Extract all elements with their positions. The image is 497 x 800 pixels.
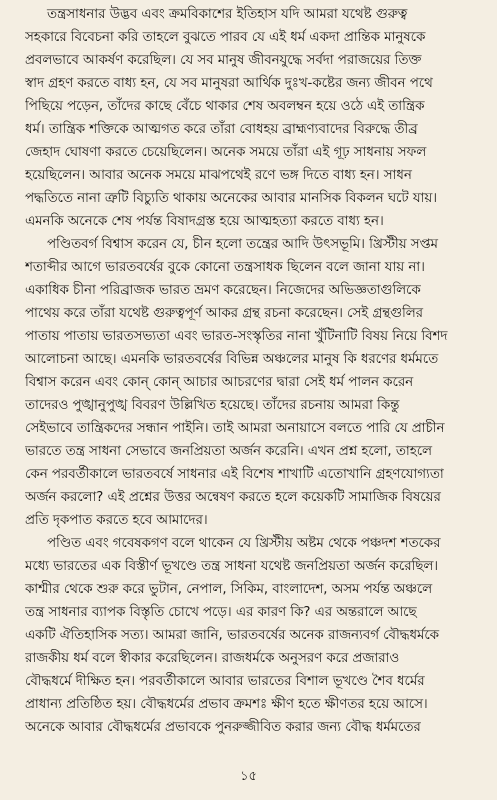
text-line: প্রাধান্য প্রতিষ্ঠিত হয়। বৌদ্ধধর্মের প্রভাব ক্রমশঃ ক্ষীণ হতে ক্ষীণতর হয়ে আসে।: [25, 697, 428, 712]
text-line: বৌদ্ধধর্মে দীক্ষিত হন। পরবর্তীকালে আবার ভারতের বিশাল ভূখণ্ডে শৈব ধর্মের: [25, 674, 425, 689]
text-line: প্রতি দৃকপাত করতে হবে আমাদের।: [25, 513, 208, 528]
text-line: পিছিয়ে পড়েন, তাঁদের কাছে বেঁচে থাকার শেষ অবলম্বন হয়ে ওঠে এই তান্ত্রিক: [25, 99, 425, 114]
text-line: বিশ্বাস করেন এবং কোন্ কোন্ আচার আচরণের দ্বারা সেই ধর্ম পালন করেন: [25, 375, 414, 390]
text-line: পণ্ডিতবর্গ বিশ্বাস করেন যে, চীন হলো তন্ত্রের আদি উৎসভূমি। খ্রিস্টীয় সপ্তম: [47, 237, 438, 252]
text-line: সহকারে বিবেচনা করি তাহলে বুঝতে পারব যে এই ধর্ম একদা প্রান্তিক মানুষকে: [25, 30, 426, 45]
text-line: প্রবলভাবে আকর্ষণ করেছিল। যে সব মানুষ জীবনযুদ্ধে সর্বদা পরাজয়ের তিক্ত: [25, 53, 422, 68]
text-line: এমনকি অনেকে শেষ পর্যন্ত বিষাদগ্রস্ত হয়ে আত্মহত্যা করতে বাধ্য হন।: [25, 214, 384, 229]
text-line: ধর্ম। তান্ত্রিক শক্তিকে আত্মগত করে তাঁরা বোধহয় ব্রাহ্মণ্যবাদের বিরুদ্ধে তীব্র: [25, 122, 418, 137]
text-line: জেহাদ ঘোষণা করতে চেয়েছিলেন। অনেক সময়ে তাঁরা এই গূঢ় সাধনায় সফল: [25, 145, 427, 160]
text-line: শতাব্দীর আগে ভারতবর্ষের বুকে কোনো তন্ত্রসাধক ছিলেন বলে জানা যায় না।: [25, 260, 425, 275]
text-line: আলোচনা আছে। এমনকি ভারতবর্ষের বিভিন্ন অঞ্চলের মানুষ কি ধরণের ধর্মমতে: [25, 352, 439, 367]
text-line: একটি ঐতিহাসিক সত্য। আমরা জানি, ভারতবর্ষের অনেক রাজন্যবর্গ বৌদ্ধধর্মকে: [25, 628, 439, 643]
text-line: কাশ্মীর থেকে শুরু করে ভুটান, নেপাল, সিকিম, বাংলাদেশ, অসম পর্যন্ত অঞ্চলে: [25, 582, 433, 597]
text-line: অর্জন করলো? এই প্রশ্নের উত্তর অন্বেষণ করতে হলে কয়েকটি সামাজিক বিষয়ের: [25, 490, 441, 505]
text-line: রাজকীয় ধর্ম বলে স্বীকার করেছিলেন। রাজধর্মকে অনুসরণ করে প্রজারাও: [25, 651, 400, 666]
text-line: স্বাদ গ্রহণ করতে বাধ্য হন, যে সব মানুষরা আর্থিক দুঃখ-কষ্টের জন্য জীবন পথে: [25, 76, 433, 91]
text-line: পণ্ডিত এবং গবেষকগণ বলে থাকেন যে খ্রিস্টীয় অষ্টম থেকে পঞ্চদশ শতকের: [47, 536, 441, 551]
text-line: পাথেয় করে তাঁরা যথেষ্ট গুরুত্বপূর্ণ আকর গ্রন্থ রচনা করেছেন। সেই গ্রন্থগুলির: [25, 306, 423, 321]
text-line: পদ্ধতিতে নানা ত্রুটি বিচ্যুতি থাকায় অনেকের আবার মানসিক বিকলন ঘটে যায়।: [25, 191, 437, 206]
text-line: পাতায় পাতায় ভারতসভ্যতা এবং ভারত-সংস্কৃতির নানা খুঁটিনাটি বিষয় নিয়ে বিশদ: [25, 329, 448, 344]
text-line: তন্ত্র সাধনার ব্যাপক বিস্তৃতি চোখে পড়ে। এর কারণ কি? এর অন্তরালে আছে: [25, 605, 417, 620]
text-line: তাদেরও পুঙ্খানুপুঙ্খ বিবরণ উল্লিখিত হয়েছে। তাঁদের রচনায় আমরা কিন্তু: [25, 398, 400, 413]
text-line: সেইভাবে তান্ত্রিকদের সন্ধান পাইনি। তাই আমরা অনায়াসে বলতে পারি যে প্রাচীন: [25, 421, 445, 436]
text-line: তন্ত্রসাধনার উদ্ভব এবং ক্রমবিকাশের ইতিহাস যদি আমরা যথেষ্ট গুরুত্ব: [47, 7, 408, 22]
text-line: মধ্যে ভারতের এক বিস্তীর্ণ ভূখণ্ডে তন্ত্র সাধনা যথেষ্ট জনপ্রিয়তা অর্জন করেছিল।: [25, 559, 439, 574]
text-line: ভারতে তন্ত্র সাধনা সেভাবে জনপ্রিয়তা অর্জন করেনি। এখন প্রশ্ন হলো, তাহলে: [25, 444, 432, 459]
text-line: কেন পরবর্তীকালে ভারতবর্ষে সাধনার এই বিশেষ শাখাটি এতোখানি গ্রহণযোগ্যতা: [25, 467, 444, 482]
text-line: হয়েছিলেন। আবার অনেক সময়ে মাঝপথেই রণে ভঙ্গ দিতে বাধ্য হন। সাধন: [25, 168, 412, 183]
text-line: অনেকে আবার বৌদ্ধধর্মের প্রভাবকে পুনরুজ্জীবিত করার জন্য বৌদ্ধ ধর্মমতের: [25, 720, 421, 735]
text-line: একাধিক চীনা পরিব্রাজক ভারত ভ্রমণ করেছেন। নিজেদের অভিজ্ঞতাগুলিকে: [25, 283, 421, 298]
page-number: ১৫: [240, 769, 257, 784]
